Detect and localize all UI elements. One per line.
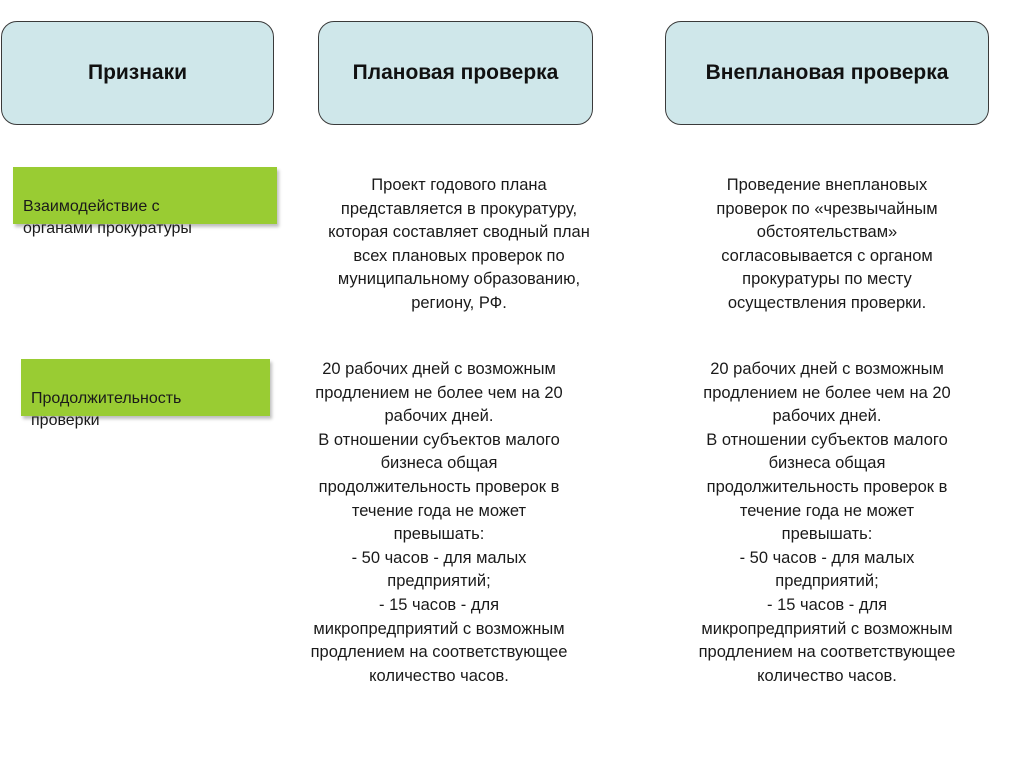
row-label-duration-text: Продолжительность проверки: [31, 390, 182, 429]
header-planned-inspection-label: Плановая проверка: [352, 61, 559, 84]
header-planned-inspection: [318, 21, 593, 125]
header-unplanned-inspection-label: Внеплановая проверка: [705, 61, 949, 84]
header-signs-label: Признаки: [87, 61, 188, 84]
cell-unplanned-interaction: Проведение внеплановых проверок по «чрезвычайным обстоятельствам» согласовывается с органом прокуратуры по месту осуществления проверки.: [716, 176, 938, 312]
header-unplanned-inspection: [665, 21, 989, 125]
cell-planned-interaction: Проект годового плана представляется в прокуратуру, которая составляет сводный план всех плановых проверок по муниципальному образованию, региону, РФ.: [328, 176, 590, 312]
row-label-duration: [21, 359, 270, 429]
row-label-interaction-text: Взаимодействие с органами прокуратуры: [23, 198, 192, 237]
header-signs: [1, 21, 274, 125]
row-label-interaction: [13, 167, 277, 237]
cell-unplanned-duration: 20 рабочих дней с возможным продлением не более чем на 20 рабочих дней. В отношении субъектов малого бизнеса общая продолжительность проверок в течение года не может превышать: - 50 часов - для малых предприятий; - 15 часов - для микропредприятий с возможным продлением на соответствующее количество часов.: [698, 360, 956, 685]
cell-planned-duration: 20 рабочих дней с возможным продлением не более чем на 20 рабочих дней. В отношении субъектов малого бизнеса общая продолжительность проверок в течение года не может превышать: - 50 часов - для малых предприятий; - 15 часов - для микропредприятий с возможным продлением на соответствующее количество часов.: [310, 360, 568, 685]
